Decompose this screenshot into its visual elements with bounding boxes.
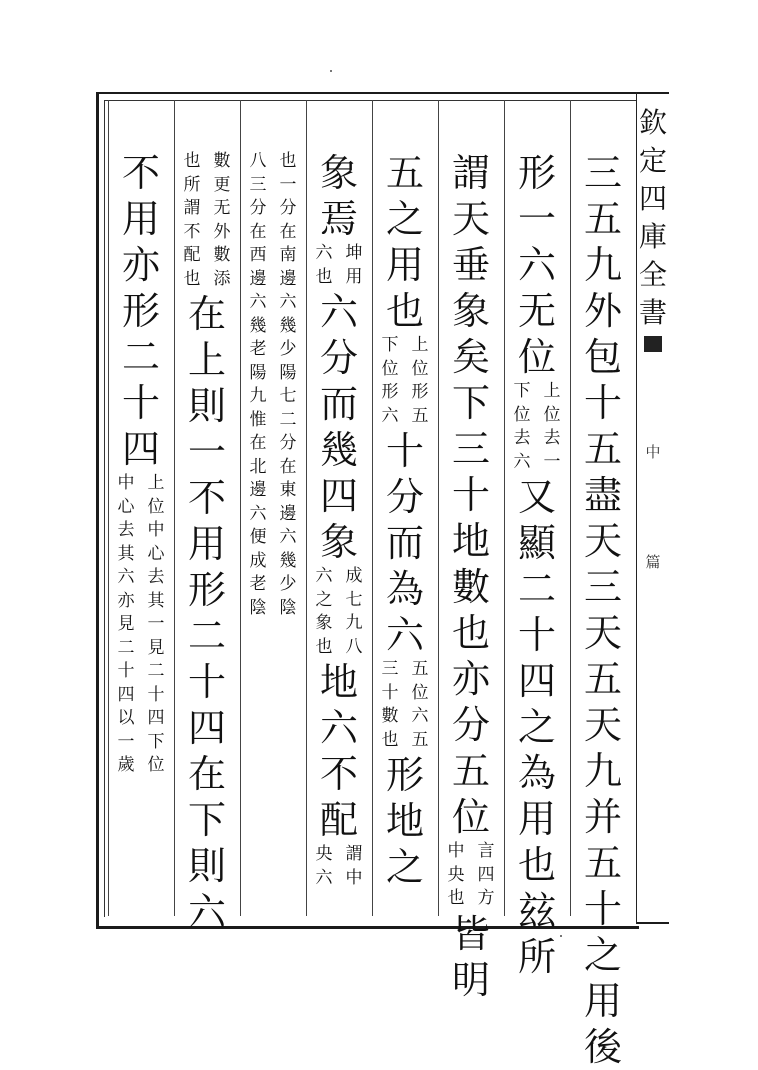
paper-speck <box>560 935 562 937</box>
annotation-left <box>442 840 470 911</box>
main-text-char: 二 <box>121 335 160 379</box>
annotation-char: 也 <box>381 729 399 750</box>
margin-section-char: 篇 <box>645 553 661 571</box>
main-text-char: 天 <box>583 519 622 563</box>
annotation-char: 六 <box>249 292 267 312</box>
annotation-char: 在 <box>279 221 297 242</box>
main-text-char: 玆 <box>517 889 556 933</box>
margin-title-char: 庫 <box>639 220 668 253</box>
annotation-char: 上 <box>411 335 429 355</box>
margin-title-char: 四 <box>639 182 668 215</box>
annotation-char: 中 <box>345 867 363 888</box>
main-text-char: 并 <box>583 795 622 839</box>
annotation-pair <box>310 843 368 890</box>
main-text-char: 之 <box>517 705 556 749</box>
annotation-pair <box>244 150 302 620</box>
annotation-char: 七 <box>279 386 297 406</box>
annotation-char: 下 <box>147 731 165 752</box>
annotation-left <box>244 150 272 620</box>
main-text-char: 則 <box>187 844 226 888</box>
annotation-char: 三 <box>249 174 267 195</box>
annotation-char: 无 <box>213 198 231 218</box>
annotation-char: 中 <box>147 520 165 540</box>
annotation-char: 六 <box>249 503 267 524</box>
annotation-char: 方 <box>477 888 495 908</box>
annotation-char: 邊 <box>279 268 297 289</box>
annotation-char: 位 <box>513 404 531 425</box>
annotation-char: 五 <box>411 659 429 679</box>
annotation-right <box>538 380 566 474</box>
margin-rule-bottom <box>637 922 669 924</box>
annotation-char: 在 <box>249 433 267 453</box>
main-text-char: 五 <box>451 749 490 793</box>
annotation-char: 九 <box>345 613 363 633</box>
annotation-char: 在 <box>249 221 267 242</box>
main-text-char: 形 <box>121 289 160 333</box>
main-text-char: 明 <box>451 957 490 1002</box>
annotation-char: 三 <box>381 659 399 679</box>
main-text-char: 二 <box>517 567 556 611</box>
main-text-char: 六 <box>385 613 424 657</box>
column-rule <box>372 100 373 916</box>
main-text-char: 也 <box>451 611 490 655</box>
annotation-char: 六 <box>381 405 399 426</box>
annotation-right <box>340 843 368 890</box>
annotation-char: 見 <box>117 614 135 634</box>
main-text-char: 用 <box>121 197 160 241</box>
annotation-pair <box>112 472 170 778</box>
main-text-char: 三 <box>583 565 622 609</box>
main-text-char: 也 <box>517 843 556 887</box>
annotation-left <box>310 565 338 659</box>
annotation-left <box>112 472 140 778</box>
annotation-right <box>406 658 434 752</box>
annotation-char: 以 <box>117 708 135 728</box>
text-column <box>506 150 568 979</box>
main-text-char: 十 <box>583 887 622 931</box>
column-rule <box>438 100 439 916</box>
main-text-char: 為 <box>385 567 424 611</box>
main-text-char: 象 <box>319 151 358 195</box>
annotation-char: 六 <box>279 292 297 312</box>
annotation-char: 邊 <box>279 503 297 524</box>
margin-title-char: 定 <box>639 144 668 177</box>
annotation-right <box>406 334 434 428</box>
main-text-char: 後 <box>583 1025 622 1069</box>
annotation-right <box>274 150 302 620</box>
annotation-left <box>310 843 338 890</box>
annotation-char: 十 <box>147 684 165 705</box>
annotation-char: 陰 <box>249 597 267 618</box>
column-rule <box>570 100 571 916</box>
main-text-char: 謂 <box>451 151 490 195</box>
annotation-left <box>310 242 338 289</box>
annotation-char: 外 <box>213 221 231 242</box>
annotation-left <box>508 380 536 474</box>
annotation-right <box>208 150 236 291</box>
annotation-char: 少 <box>279 339 297 359</box>
main-text-char: 數 <box>451 565 490 609</box>
annotation-char: 陽 <box>279 362 297 383</box>
annotation-char: 配 <box>183 245 201 265</box>
annotation-char: 便 <box>249 527 267 547</box>
main-text-char: 分 <box>385 475 424 519</box>
annotation-char: 上 <box>147 473 165 493</box>
annotation-char: 所 <box>183 174 201 195</box>
annotation-left <box>376 658 404 752</box>
main-text-char: 三 <box>451 427 490 471</box>
main-text-char: 分 <box>319 336 358 380</box>
main-text-char: 天 <box>451 197 490 241</box>
annotation-char: 幾 <box>279 550 297 571</box>
annotation-char: 也 <box>315 636 333 657</box>
annotation-pair <box>376 658 434 752</box>
main-text-char: 五 <box>583 841 622 885</box>
margin-title-char: 書 <box>639 296 668 329</box>
annotation-char: 其 <box>147 590 165 611</box>
text-column <box>572 150 634 1069</box>
main-text-char: 顯 <box>517 521 556 565</box>
annotation-char: 心 <box>117 496 135 517</box>
annotation-char: 分 <box>249 198 267 218</box>
main-text-char: 四 <box>319 474 358 518</box>
annotation-char: 去 <box>117 520 135 540</box>
annotation-char: 也 <box>183 151 201 171</box>
main-text-char: 天 <box>583 703 622 747</box>
annotation-char: 四 <box>147 708 165 728</box>
annotation-char: 成 <box>249 550 267 571</box>
annotation-char: 添 <box>213 268 231 289</box>
annotation-char: 二 <box>279 409 297 430</box>
annotation-char: 分 <box>279 433 297 453</box>
margin-title-char: 全 <box>639 258 668 291</box>
main-text-char: 地 <box>319 660 358 704</box>
main-text-char: 四 <box>187 706 226 750</box>
main-text-char: 之 <box>385 197 424 241</box>
main-text-char: 一 <box>517 197 556 241</box>
annotation-char: 成 <box>345 566 363 586</box>
column-rule <box>504 100 505 916</box>
annotation-char: 言 <box>477 841 495 861</box>
main-text-char: 六 <box>517 243 556 287</box>
annotation-char: 用 <box>345 266 363 287</box>
main-text-char: 五 <box>583 657 622 701</box>
main-text-char: 九 <box>583 243 622 287</box>
annotation-right <box>340 242 368 289</box>
main-text-char: 皆 <box>451 911 490 956</box>
annotation-char: 去 <box>543 428 561 448</box>
main-text-char: 之 <box>385 845 424 889</box>
annotation-char: 南 <box>279 245 297 265</box>
annotation-char: 也 <box>183 268 201 289</box>
annotation-char: 分 <box>279 198 297 218</box>
main-text-char: 用 <box>517 797 556 841</box>
annotation-char: 四 <box>477 864 495 885</box>
main-text-char: 四 <box>517 659 556 703</box>
annotation-char: 東 <box>279 480 297 500</box>
main-text-char: 分 <box>451 703 490 747</box>
annotation-char: 央 <box>315 844 333 864</box>
main-text-char: 五 <box>385 151 424 195</box>
main-text-char: 包 <box>583 335 622 379</box>
main-text-char: 形 <box>187 568 226 612</box>
annotation-char: 六 <box>513 451 531 472</box>
annotation-pair <box>376 334 434 428</box>
annotation-char: 少 <box>279 574 297 594</box>
annotation-char: 數 <box>213 245 231 265</box>
annotation-char: 歲 <box>117 755 135 775</box>
annotation-char: 六 <box>117 567 135 587</box>
annotation-char: 位 <box>147 755 165 775</box>
main-text-char: 十 <box>517 613 556 657</box>
annotation-char: 八 <box>249 151 267 171</box>
annotation-char: 幾 <box>249 315 267 336</box>
annotation-char: 二 <box>147 661 165 681</box>
main-text-char: 六 <box>187 890 226 934</box>
annotation-char: 北 <box>249 456 267 477</box>
annotation-char: 坤 <box>345 243 363 263</box>
main-text-char: 而 <box>319 382 358 426</box>
main-text-char: 地 <box>451 519 490 563</box>
margin-rule-top <box>637 92 669 94</box>
annotation-char: 位 <box>411 358 429 379</box>
main-text-char: 配 <box>319 798 358 842</box>
annotation-char: 形 <box>381 382 399 402</box>
text-column <box>176 150 238 934</box>
main-text-char: 用 <box>187 522 226 566</box>
annotation-char: 位 <box>543 404 561 425</box>
annotation-char: 老 <box>249 339 267 359</box>
annotation-char: 位 <box>381 358 399 379</box>
main-text-char: 垂 <box>451 243 490 287</box>
annotation-char: 更 <box>213 174 231 195</box>
main-text-char: 二 <box>187 614 226 658</box>
annotation-right <box>142 472 170 778</box>
annotation-char: 數 <box>213 151 231 171</box>
annotation-char: 也 <box>315 266 333 287</box>
margin-section-char: 中 <box>645 443 661 461</box>
annotation-char: 八 <box>345 636 363 657</box>
main-text-char: 位 <box>517 335 556 379</box>
text-column <box>308 150 370 910</box>
annotation-char: 陰 <box>279 597 297 618</box>
annotation-char: 九 <box>249 386 267 406</box>
main-text-char: 五 <box>583 427 622 471</box>
margin-title <box>640 104 666 572</box>
main-text-char: 十 <box>121 381 160 425</box>
main-text-char: 又 <box>517 475 556 519</box>
annotation-char: 形 <box>411 382 429 402</box>
main-text-char: 无 <box>517 289 556 333</box>
annotation-char: 上 <box>543 381 561 401</box>
annotation-char: 象 <box>315 613 333 633</box>
annotation-char: 六 <box>315 867 333 888</box>
annotation-char: 下 <box>381 335 399 355</box>
text-column <box>440 150 502 1002</box>
annotation-char: 邊 <box>249 268 267 289</box>
main-text-char: 外 <box>583 289 622 333</box>
annotation-char: 中 <box>447 841 465 861</box>
column-rule <box>306 100 307 916</box>
main-text-char: 矣 <box>451 335 490 379</box>
annotation-char: 亦 <box>117 590 135 611</box>
main-text-char: 六 <box>319 290 358 334</box>
annotation-char: 也 <box>279 151 297 171</box>
annotation-char: 之 <box>315 589 333 610</box>
annotation-char: 邊 <box>249 480 267 500</box>
main-text-char: 不 <box>121 151 160 195</box>
annotation-char: 在 <box>279 456 297 477</box>
main-text-char: 位 <box>451 795 490 839</box>
annotation-char: 幾 <box>279 315 297 336</box>
annotation-left <box>178 150 206 291</box>
annotation-char: 不 <box>183 221 201 242</box>
annotation-char: 六 <box>315 243 333 263</box>
annotation-char: 十 <box>381 682 399 703</box>
annotation-char: 十 <box>117 661 135 681</box>
annotation-char: 央 <box>447 864 465 885</box>
annotation-char: 五 <box>411 405 429 426</box>
annotation-pair <box>508 380 566 474</box>
main-text-char: 天 <box>583 611 622 655</box>
annotation-char: 一 <box>117 731 135 752</box>
annotation-pair <box>442 840 500 911</box>
annotation-char: 中 <box>117 473 135 493</box>
annotation-char: 也 <box>447 888 465 908</box>
main-text-char: 在 <box>187 752 226 796</box>
annotation-char: 見 <box>147 637 165 658</box>
annotation-char: 四 <box>117 684 135 705</box>
main-text-char: 下 <box>187 798 226 842</box>
annotation-char: 二 <box>117 637 135 658</box>
annotation-char: 一 <box>279 174 297 195</box>
annotation-char: 心 <box>147 543 165 564</box>
main-text-char: 十 <box>451 473 490 517</box>
annotation-char: 六 <box>279 527 297 547</box>
annotation-char: 惟 <box>249 409 267 430</box>
annotation-char: 七 <box>345 589 363 610</box>
main-text-char: 為 <box>517 751 556 795</box>
main-text-char: 盡 <box>583 473 622 517</box>
annotation-char: 六 <box>411 706 429 726</box>
annotation-pair <box>178 150 236 291</box>
main-text-char: 上 <box>187 338 226 382</box>
annotation-char: 一 <box>543 451 561 472</box>
annotation-char: 下 <box>513 381 531 401</box>
main-text-char: 用 <box>385 243 424 287</box>
annotation-char: 謂 <box>183 198 201 218</box>
annotation-char: 數 <box>381 706 399 726</box>
main-text-char: 六 <box>319 706 358 750</box>
main-text-char: 下 <box>451 381 490 425</box>
annotation-char: 去 <box>147 567 165 587</box>
annotation-char: 西 <box>249 245 267 265</box>
annotation-char: 六 <box>315 566 333 586</box>
annotation-char: 老 <box>249 574 267 594</box>
column-rule <box>108 100 109 916</box>
main-text-char: 亦 <box>121 243 160 287</box>
fishtail-mark-icon <box>644 336 662 352</box>
main-text-char: 一 <box>187 430 226 474</box>
annotation-right <box>472 840 500 911</box>
main-text-char: 幾 <box>319 428 358 472</box>
main-text-char: 在 <box>187 292 226 336</box>
annotation-left <box>376 334 404 428</box>
annotation-char: 謂 <box>345 844 363 864</box>
main-text-char: 十 <box>187 660 226 704</box>
annotation-pair <box>310 565 368 659</box>
annotation-char: 其 <box>117 543 135 564</box>
text-column <box>374 150 436 910</box>
main-text-char: 五 <box>583 197 622 241</box>
main-text-char: 三 <box>583 151 622 195</box>
main-text-char: 用 <box>583 979 622 1023</box>
main-text-char: 地 <box>385 799 424 843</box>
text-column <box>110 150 172 910</box>
text-column <box>242 150 304 910</box>
paper-speck <box>330 70 332 72</box>
main-text-char: 形 <box>385 753 424 797</box>
main-text-char: 不 <box>187 476 226 520</box>
column-rule <box>240 100 241 916</box>
main-text-char: 四 <box>121 427 160 471</box>
column-rule <box>174 100 175 916</box>
main-text-char: 也 <box>385 289 424 333</box>
main-text-char: 不 <box>319 752 358 796</box>
main-text-char: 而 <box>385 521 424 565</box>
main-text-char: 則 <box>187 384 226 428</box>
annotation-right <box>340 565 368 659</box>
annotation-char: 位 <box>411 682 429 703</box>
main-text-char: 形 <box>517 151 556 195</box>
main-text-char: 象 <box>319 520 358 564</box>
annotation-char: 位 <box>147 496 165 517</box>
annotation-char: 五 <box>411 729 429 750</box>
main-text-char: 十 <box>385 429 424 473</box>
main-text-char: 所 <box>517 935 556 979</box>
main-text-char: 之 <box>583 933 622 977</box>
main-text-char: 十 <box>583 381 622 425</box>
main-text-char: 焉 <box>319 197 358 241</box>
margin-title-char: 欽 <box>639 106 668 139</box>
annotation-char: 陽 <box>249 362 267 383</box>
annotation-pair <box>310 242 368 289</box>
main-text-char: 九 <box>583 749 622 793</box>
main-text-char: 象 <box>451 289 490 333</box>
annotation-char: 去 <box>513 428 531 448</box>
annotation-char: 一 <box>147 614 165 634</box>
main-text-char: 亦 <box>451 657 490 701</box>
